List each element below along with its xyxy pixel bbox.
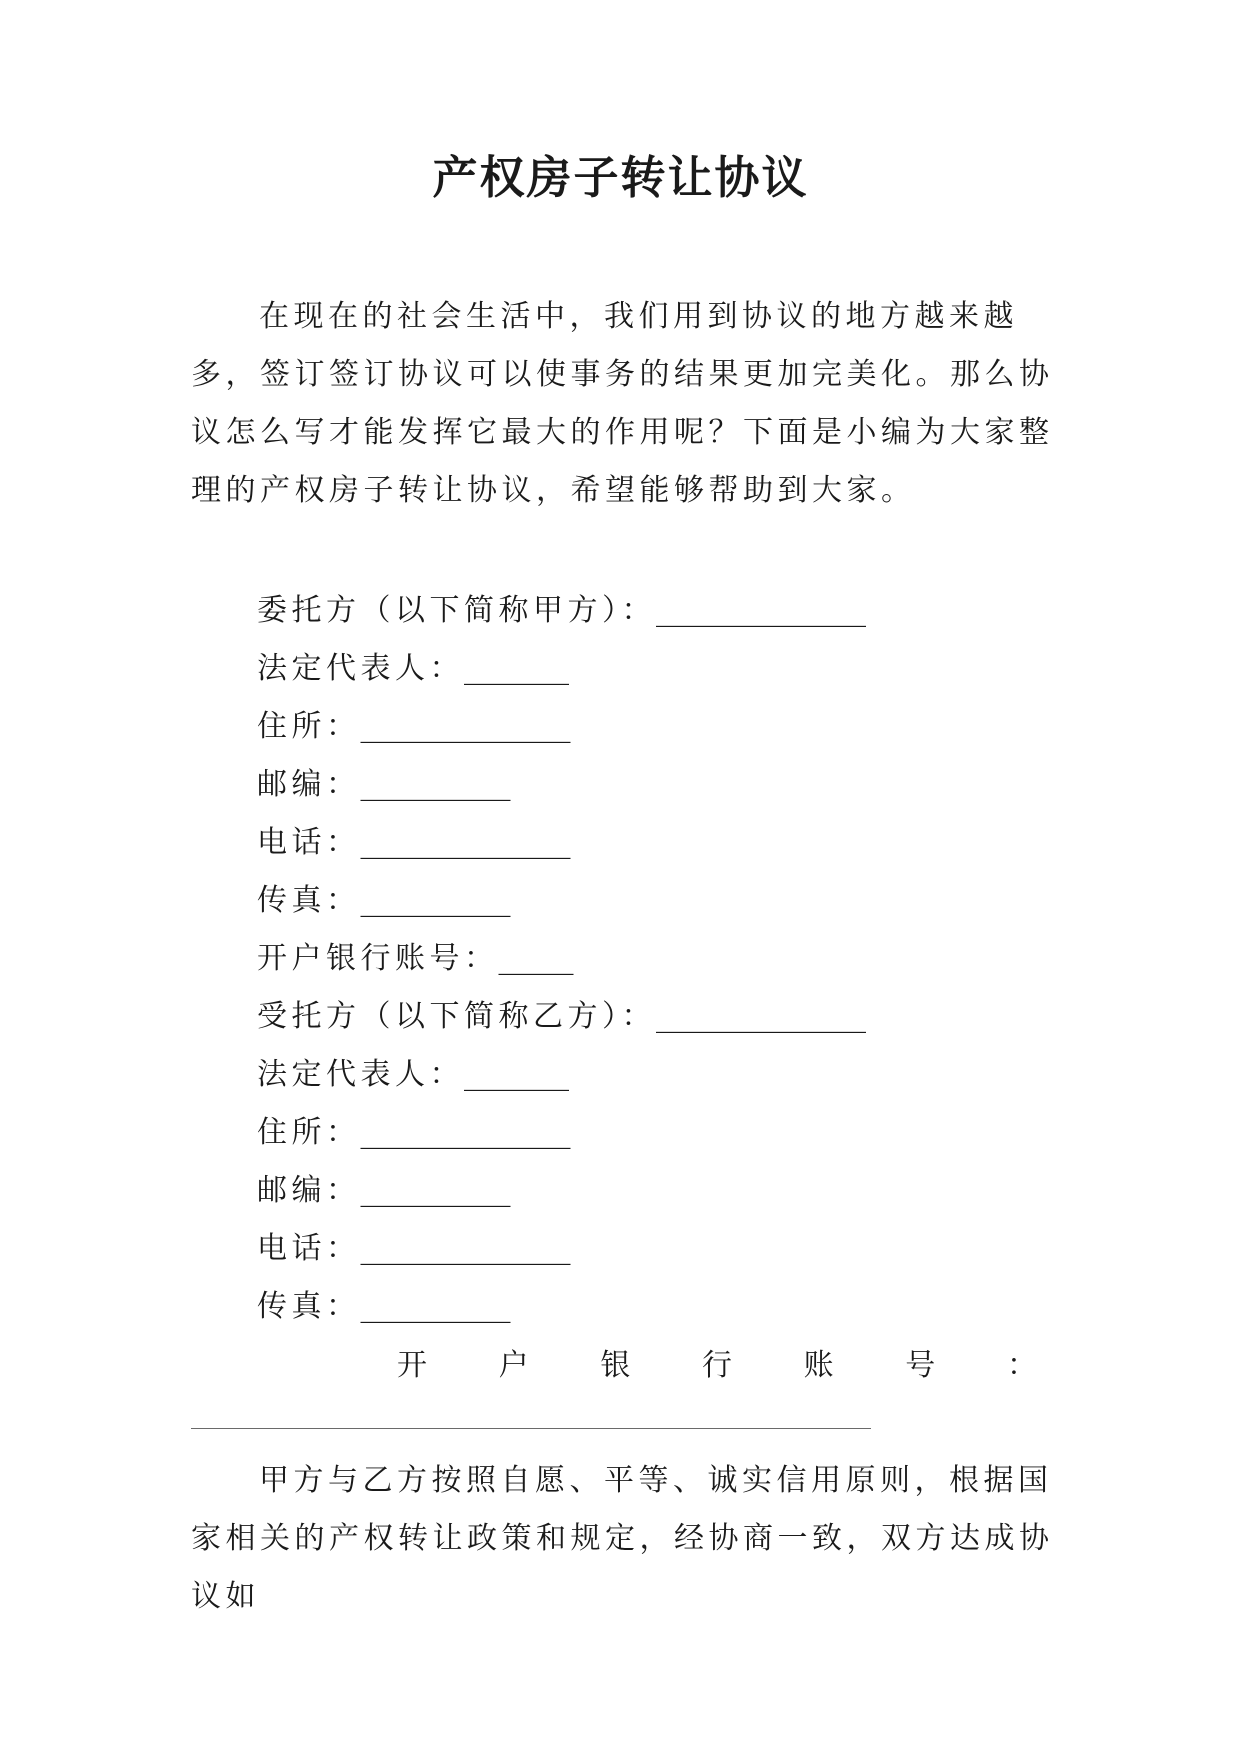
party-a-name-blank: ______________ xyxy=(656,593,866,628)
party-a-postcode-label: 邮编： xyxy=(257,767,361,802)
party-b-rep-label: 法定代表人： xyxy=(257,1057,464,1092)
party-b-postcode-field xyxy=(257,1162,866,1220)
party-b-name-label: 受托方（以下简称乙方）： xyxy=(257,999,656,1034)
closing-paragraph: 甲方与乙方按照自愿、平等、诚实信用原则，根据国家相关的产权转让政策和规定，经协商一致，双方达成协议如 xyxy=(191,1463,1054,1614)
bank-char: 号 xyxy=(905,1348,936,1383)
intro-paragraph: 在现在的社会生活中，我们用到协议的地方越来越多，签订签订协议可以使事务的结果更加完美化。那么协议怎么写才能发挥它最大的作用呢？下面是小编为大家整理的产权房子转让协议，希望能够帮助到大家。 xyxy=(191,299,1054,508)
party-b-fax-label: 传真： xyxy=(257,1289,361,1324)
bank-char: ： xyxy=(1006,1348,1037,1383)
party-b-postcode-label: 邮编： xyxy=(257,1173,361,1208)
bank-char: 开 xyxy=(397,1348,427,1383)
party-b-address-label: 住所： xyxy=(257,1115,361,1150)
party-b-address-blank: ______________ xyxy=(360,1115,571,1150)
party-a-rep-label: 法定代表人： xyxy=(257,651,464,686)
party-a-bank-field xyxy=(257,930,866,988)
bank-char: 行 xyxy=(701,1348,732,1383)
party-b-rep-blank: _______ xyxy=(464,1057,569,1092)
party-b-fax-blank: __________ xyxy=(360,1289,511,1324)
party-a-fax-field xyxy=(257,872,866,930)
party-a-name-label: 委托方（以下简称甲方）： xyxy=(257,593,656,628)
party-a-phone-label: 电话： xyxy=(257,825,361,860)
party-b-rep-field xyxy=(257,1046,866,1104)
party-a-phone-field xyxy=(257,814,866,872)
party-a-name-field xyxy=(257,582,866,640)
bank-char: 账 xyxy=(803,1348,834,1383)
party-b-phone-label: 电话： xyxy=(257,1231,361,1266)
document-title: 产权房子转让协议 xyxy=(432,151,809,204)
party-a-rep-field xyxy=(257,640,866,698)
party-a-phone-blank: ______________ xyxy=(360,825,571,860)
bank-char: 户 xyxy=(498,1348,529,1383)
party-a-address-label: 住所： xyxy=(257,709,361,744)
party-b-phone-blank: ______________ xyxy=(360,1231,571,1266)
party-a-address-blank: ______________ xyxy=(360,709,571,744)
party-b-bank-blank-line xyxy=(191,1428,871,1429)
party-a-fax-label: 传真： xyxy=(257,883,361,918)
party-a-rep-blank: _______ xyxy=(464,651,569,686)
party-a-postcode-field xyxy=(257,756,866,814)
party-b-name-field xyxy=(257,988,866,1046)
party-b-fax-field xyxy=(257,1278,866,1336)
party-b-address-field xyxy=(257,1104,866,1162)
party-b-postcode-blank: __________ xyxy=(360,1173,511,1208)
party-a-address-field xyxy=(257,698,866,756)
party-a-bank-blank: _____ xyxy=(498,941,574,976)
party-b-bank-label xyxy=(397,1337,1037,1395)
party-a-bank-label: 开户银行账号： xyxy=(257,941,499,976)
party-b-name-blank: ______________ xyxy=(656,999,866,1034)
party-b-phone-field xyxy=(257,1220,866,1278)
party-a-fax-blank: __________ xyxy=(360,883,511,918)
party-a-postcode-blank: __________ xyxy=(360,767,511,802)
bank-char: 银 xyxy=(600,1348,631,1383)
party-fields xyxy=(257,582,866,1336)
